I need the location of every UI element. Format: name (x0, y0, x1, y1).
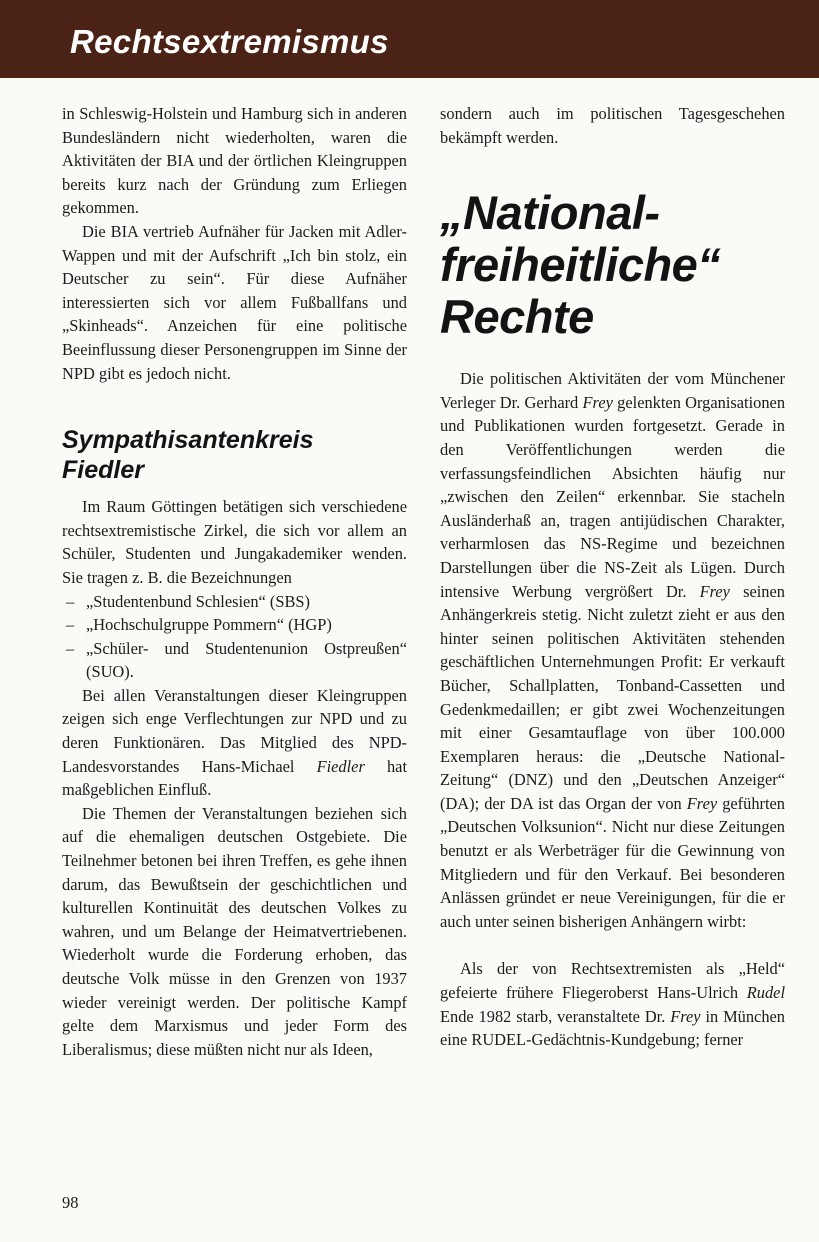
dash-marker: – (66, 615, 75, 635)
person-name: Frey (670, 1006, 701, 1026)
text-run: Ende 1982 starb, veranstaltete Dr. (440, 1006, 671, 1026)
dash-marker: – (66, 591, 75, 611)
heading-line: Rechte (440, 290, 594, 344)
section-title: Rechtsextremismus (70, 23, 389, 60)
person-name: Frey (686, 793, 718, 813)
subheading (62, 425, 407, 485)
paragraph: in Schleswig-Holstein und Hamburg sich in anderen Bundesländern nicht wiederholten, waren die Aktivitäten der BIA und der örtlichen Kleingruppen bereits kurz nach der Gründung zum Erliegen gekommen. (62, 104, 407, 218)
dash-marker: – (66, 638, 75, 658)
text-run: Bei allen Veranstaltungen dieser Kleingruppen zeigen sich enge Verflechtungen zur NPD und zu deren Funktionären. Das Mitglied des NPD-Landesvorstandes Hans-Michael (62, 685, 407, 776)
text-run: Als der von Rechtsextremisten als „Held“ gefeierte frühere Fliegeroberst Hans-Ulrich (440, 959, 785, 1003)
list-item (62, 637, 407, 684)
paragraph (440, 957, 785, 1051)
right-column (440, 102, 785, 1052)
subheading-line: Sympathisantenkreis (62, 426, 314, 455)
spacer (440, 933, 785, 957)
dash-list (62, 590, 407, 684)
list-item-text: „Hochschulgruppe Pommern“ (HGP) (86, 615, 332, 635)
spacer (440, 149, 785, 187)
section-heading (440, 187, 785, 343)
paragraph: sondern auch im politischen Tagesgeschehen bekämpft werden. (440, 104, 785, 147)
text-run: seinen Anhängerkreis stetig. Nicht zuletzt zieht er aus den hinter seinen politischen Aktivitäten stehenden geschäftlichen Unternehmungen Profit: Er verkauft Bücher, Schallplatten, Tonband-Cassetten und Gedenkmedaillen; er gibt zwei Wochenzeitungen mit einer Gesamtauflage von über 100.000 Exemplaren heraus: die „Deutsche National-Zeitung“ (DNZ) und den „Deutschen Anzeiger“ (DA); der DA ist das Organ der von (440, 581, 785, 813)
text-run: gelenkten Organisationen und Publikationen wurden fortgesetzt. Gerade in den Veröffentlichungen werden die verfassungsfeindlichen Absichten häufig nur „zwischen den Zeilen“ erkennbar. Sie stacheln Ausländerhaß an, tragen antijüdischen Charakter, verharmlosen das NS-Regime und bezeichnen Darstellungen über die NS-Zeit als Lügen. Durch intensive Werbung vergrößert Dr. (440, 392, 786, 601)
list-item (62, 613, 407, 637)
heading-line: „National- (440, 186, 660, 240)
text-run: geführten „Deutschen Volksunion“. Nicht nur diese Zeitungen benutzt er als Werbeträger für die Gewinnung von Mitgliedern und für den Verkauf. Bei besonderen Anlässen gründet er neue Vereinigungen, für die er auch unter seinen bisherigen Anhängern wirbt: (440, 793, 785, 931)
subheading-line: Fiedler (62, 456, 144, 485)
list-item (62, 590, 407, 614)
page-number: 98 (62, 1193, 79, 1212)
left-column (62, 102, 407, 1061)
paragraph: Die Themen der Veranstaltungen beziehen sich auf die ehemaligen deutschen Ostgebiete. Die Teilnehmer betonen bei ihren Treffen, es gehe ihnen darum, das Bewußtsein der geschichtlichen und kulturellen Kontinuität des deutschen Volkes zu wahren, und um Belange der Heimatvertriebenen. Wiederholt wurde die Forderung erhoben, das deutsche Volk müsse in den Grenzen von 1937 wieder vereinigt werden. Der politische Kampf gelte dem Marxismus und jeder Form des Liberalismus; diese müßten nicht nur als Ideen, (62, 803, 407, 1059)
list-item-text: „Schüler- und Studentenunion Ostpreußen“ (SUO). (86, 638, 407, 682)
paragraph: Im Raum Göttingen betätigen sich verschiedene rechtsextremistische Zirkel, die sich vor allem an Schüler, Studenten und Jungakademiker wenden. Sie tragen z. B. die Bezeichnungen (62, 497, 407, 587)
header-band (0, 0, 819, 78)
spacer (62, 385, 407, 425)
text-run: hat maßgeblichen Einfluß. (62, 756, 407, 800)
person-name: Rudel (746, 983, 785, 1003)
list-item-text: „Studentenbund Schlesien“ (SBS) (86, 591, 310, 611)
heading-line: freiheitliche“ (440, 238, 721, 292)
person-name: Fiedler (316, 756, 365, 776)
paragraph: Die BIA vertrieb Aufnäher für Jacken mit Adler-Wappen und mit der Aufschrift „Ich bin stolz, ein Deutscher zu sein“. Für diese Aufnäher interessierten sich vor allem Fußballfans und „Skinheads“. Anzeichen für eine politische Beeinflussung dieser Personengruppen im Sinne der NPD gibt es jedoch nicht. (62, 221, 407, 383)
text-run: in München eine RUDEL-Gedächtnis-Kundgebung; ferner (440, 1006, 785, 1050)
text-run: Die politischen Aktivitäten der vom Münchener Verleger Dr. Gerhard (440, 369, 785, 412)
paragraph (440, 367, 785, 933)
person-name: Frey (582, 392, 613, 412)
spacer (440, 343, 785, 367)
paragraph (62, 684, 407, 802)
spacer (62, 485, 407, 495)
person-name: Frey (699, 581, 730, 601)
